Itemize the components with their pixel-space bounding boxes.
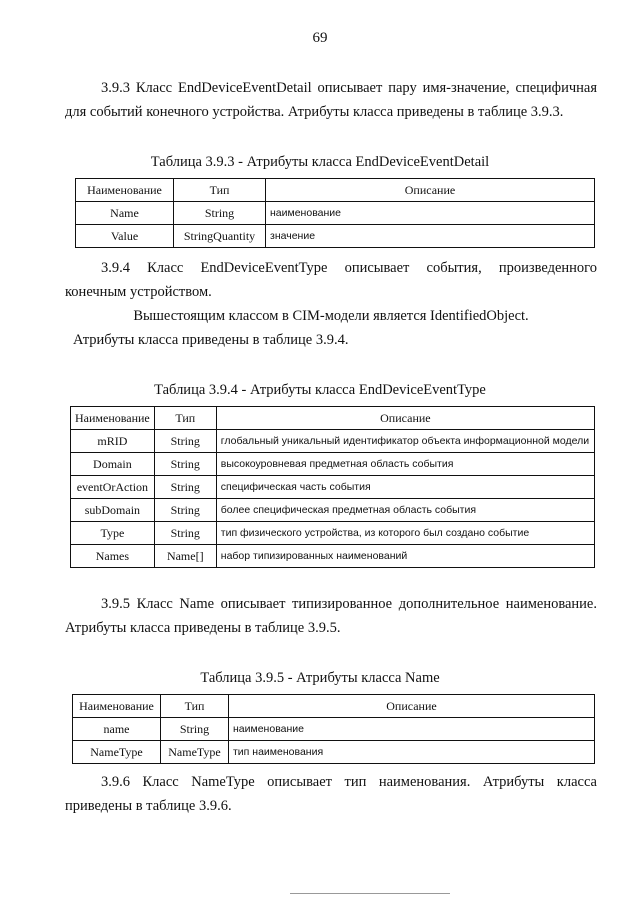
table-header-cell: Тип	[174, 179, 266, 202]
paragraph-3-9-6	[65, 770, 597, 818]
paragraph-line: для событий конечного устройства. Атрибуты класса приведены в таблице 3.9.3.	[65, 104, 564, 120]
table-header-cell: Наименование	[73, 695, 161, 718]
table-3-9-4	[70, 406, 595, 568]
cell-name: Domain	[71, 453, 155, 476]
table-header-row	[71, 407, 595, 430]
table-row	[71, 545, 595, 568]
cell-description: значение	[266, 225, 595, 248]
table-header-cell: Описание	[266, 179, 595, 202]
bottom-rule	[290, 893, 450, 894]
cell-name: subDomain	[71, 499, 155, 522]
paragraph-line: Атрибуты класса приведены в таблице 3.9.5.	[65, 620, 341, 636]
cell-name: eventOrAction	[71, 476, 155, 499]
table-header-cell: Наименование	[71, 407, 155, 430]
table-3-9-3	[75, 178, 595, 248]
table-caption-3-9-5: Таблица 3.9.5 - Атрибуты класса Name	[200, 670, 440, 686]
cell-type: Name[]	[154, 545, 216, 568]
paragraph-line: 3.9.3 Класс EndDeviceEventDetail описывает пару имя-значение, специфичная	[101, 80, 597, 96]
table-header-cell: Тип	[154, 407, 216, 430]
cell-name: Type	[71, 522, 155, 545]
table-header-row	[76, 179, 595, 202]
table-row	[76, 225, 595, 248]
cell-name: mRID	[71, 430, 155, 453]
table-caption-3-9-4: Таблица 3.9.4 - Атрибуты класса EndDeviceEventType	[154, 382, 486, 398]
paragraph-line: Вышестоящим классом в CIM-модели является IdentifiedObject.	[133, 308, 529, 324]
cell-name: NameType	[73, 741, 161, 764]
table-row	[73, 741, 595, 764]
cell-type: String	[154, 476, 216, 499]
cell-description: тип наименования	[229, 741, 595, 764]
table-caption-3-9-3: Таблица 3.9.3 - Атрибуты класса EndDeviceEventDetail	[150, 154, 490, 170]
cell-description: специфическая часть события	[216, 476, 594, 499]
cell-name: Name	[76, 202, 174, 225]
table-3-9-5	[72, 694, 595, 764]
table-header-cell: Описание	[229, 695, 595, 718]
table-row	[73, 718, 595, 741]
table-row	[71, 499, 595, 522]
paragraph-3-9-4	[65, 256, 597, 352]
cell-description: глобальный уникальный идентификатор объекта информационной модели	[216, 430, 594, 453]
paragraph-line: приведены в таблице 3.9.6.	[65, 798, 232, 814]
cell-name: Names	[71, 545, 155, 568]
paragraph-3-9-5	[65, 592, 597, 640]
cell-type: String	[154, 453, 216, 476]
table-row	[71, 476, 595, 499]
cell-type: NameType	[161, 741, 229, 764]
table-row	[71, 430, 595, 453]
cell-description: набор типизированных наименований	[216, 545, 594, 568]
page-number: 69	[312, 30, 328, 46]
table-header-cell: Тип	[161, 695, 229, 718]
cell-name: name	[73, 718, 161, 741]
paragraph-3-9-3	[65, 76, 597, 124]
cell-type: String	[161, 718, 229, 741]
cell-description: наименование	[229, 718, 595, 741]
paragraph-line: 3.9.4 Класс EndDeviceEventType описывает события, произведенного	[101, 260, 597, 276]
cell-type: String	[154, 499, 216, 522]
paragraph-line: 3.9.5 Класс Name описывает типизированное дополнительное наименование.	[101, 596, 597, 612]
table-header-cell: Наименование	[76, 179, 174, 202]
cell-description: наименование	[266, 202, 595, 225]
table-row	[71, 522, 595, 545]
table-row	[71, 453, 595, 476]
cell-description: тип физического устройства, из которого был создано событие	[216, 522, 594, 545]
table-header-cell: Описание	[216, 407, 594, 430]
cell-name: Value	[76, 225, 174, 248]
cell-type: String	[154, 430, 216, 453]
table-row	[76, 202, 595, 225]
paragraph-line: конечным устройством.	[65, 284, 212, 300]
cell-type: String	[154, 522, 216, 545]
cell-type: String	[174, 202, 266, 225]
cell-description: более специфическая предметная область события	[216, 499, 594, 522]
table-header-row	[73, 695, 595, 718]
cell-type: StringQuantity	[174, 225, 266, 248]
paragraph-line: Атрибуты класса приведены в таблице 3.9.4.	[73, 332, 349, 348]
paragraph-line: 3.9.6 Класс NameType описывает тип наименования. Атрибуты класса	[101, 774, 597, 790]
cell-description: высокоуровневая предметная область события	[216, 453, 594, 476]
